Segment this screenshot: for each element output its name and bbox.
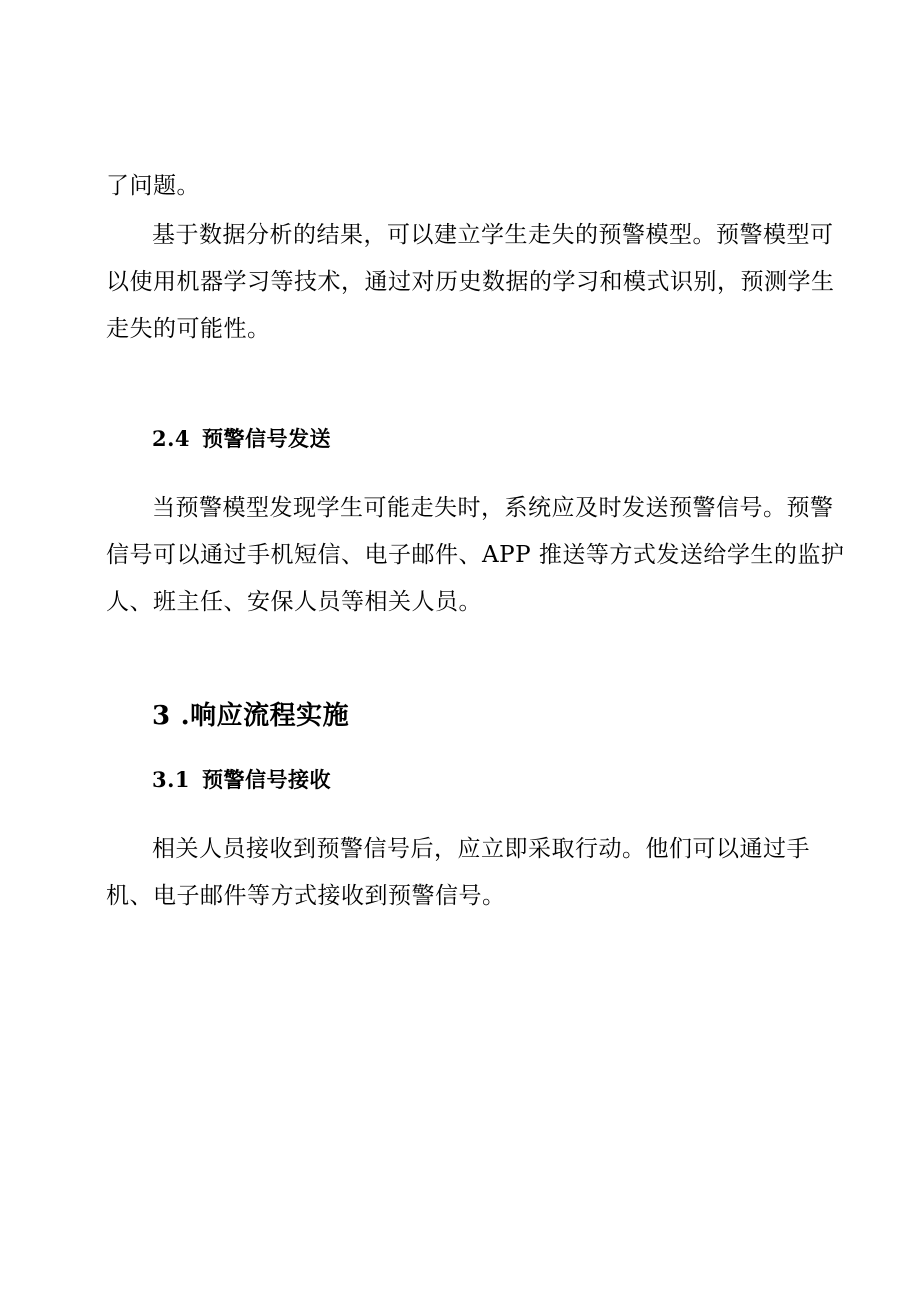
- chapter-title: .响应流程实施: [180, 701, 350, 731]
- section-number: 2.4: [152, 426, 191, 451]
- paragraph-line: 当预警模型发现学生可能走失时，系统应及时发送预警信号。预警: [152, 495, 834, 521]
- section-heading-2-4: [152, 423, 331, 453]
- paragraph-line: 走失的可能性。: [106, 316, 271, 342]
- section-title: 预警信号接收: [202, 767, 332, 792]
- paragraph-signal-sending: [106, 485, 845, 626]
- paragraph-line: 人、班主任、安保人员等相关人员。: [106, 589, 482, 615]
- paragraph-signal-receiving: [106, 826, 826, 920]
- paragraph-line: 以使用机器学习等技术，通过对历史数据的学习和模式识别，预测学生: [106, 269, 835, 295]
- section-title: 预警信号发送: [202, 426, 332, 451]
- paragraph-continuation: [106, 163, 826, 210]
- section-number: 3.1: [152, 767, 191, 792]
- chapter-heading-3: [152, 695, 349, 732]
- paragraph-line: 基于数据分析的结果，可以建立学生走失的预警模型。预警模型可: [152, 222, 834, 248]
- paragraph-warning-model: [106, 212, 835, 353]
- section-heading-3-1: [152, 764, 331, 794]
- paragraph-line: 机、电子邮件等方式接收到预警信号。: [106, 883, 506, 909]
- paragraph-line: 信号可以通过手机短信、电子邮件、APP 推送等方式发送给学生的监护: [106, 542, 845, 568]
- paragraph-line: 相关人员接收到预警信号后，应立即采取行动。他们可以通过手: [152, 836, 810, 862]
- chapter-number: 3: [152, 701, 171, 731]
- paragraph-line: 了问题。: [106, 173, 200, 199]
